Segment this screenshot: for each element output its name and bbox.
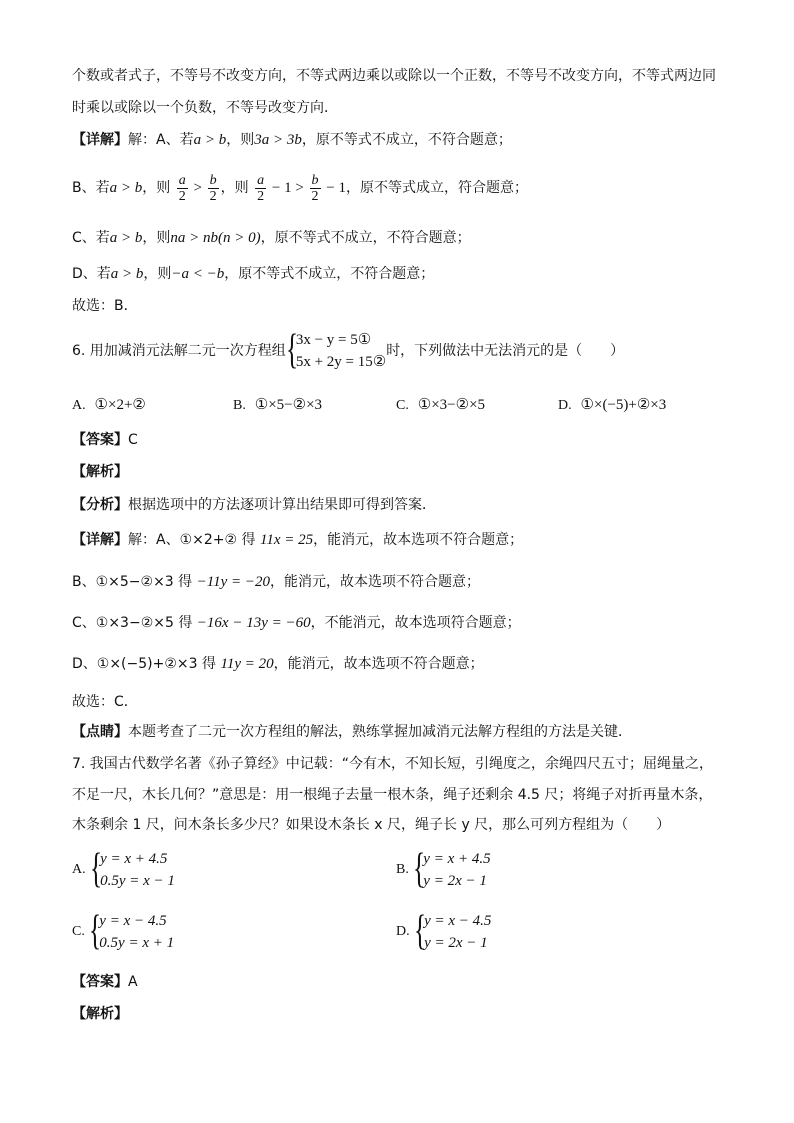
denominator: 2	[178, 188, 186, 204]
equation-system	[90, 848, 175, 892]
option-label: B.	[233, 398, 246, 413]
option-label: C.	[396, 398, 409, 413]
option-label: A.	[72, 862, 86, 877]
q6-detail-4	[72, 654, 734, 674]
q7-option-a	[72, 848, 175, 892]
q5-detail-c	[72, 228, 734, 248]
option-label: A.	[72, 398, 86, 413]
equation-1: y = x − 4.5	[424, 913, 492, 929]
q5-choose: 故选：B．	[72, 298, 138, 314]
q6-detail-1	[72, 530, 734, 550]
equation-2: y = 2x − 1	[424, 935, 488, 951]
equation-2: 5x + 2y = 15②	[295, 354, 387, 370]
brace-icon: {	[89, 908, 102, 954]
option-label: D.	[558, 398, 572, 413]
text: C、若	[72, 230, 110, 246]
math: − 1 >	[268, 180, 308, 196]
intro-line-1: 个数或者式子，不等号不改变方向，不等式两边乘以或除以一个正数，不等号不改变方向，不等式两边同	[72, 68, 716, 84]
text: 本题考查了二元一次方程组的解法，熟练掌握加减消元法解方程组的方法是关键．	[128, 724, 632, 740]
q7-option-c	[72, 910, 174, 954]
q6-option-a	[72, 395, 146, 414]
equation-1: y = x + 4.5	[100, 851, 168, 867]
numerator: a	[257, 172, 265, 188]
q6-choose: 故选：C．	[72, 694, 138, 710]
text: ，则	[226, 132, 255, 148]
text: ，原不等式不成立，不符合题意；	[301, 132, 512, 148]
text: ，能消元，故本选项不符合题意；	[270, 574, 481, 590]
q7-option-d	[396, 910, 491, 954]
math: −11y = −20	[196, 574, 271, 590]
math: 11x = 25	[259, 532, 314, 548]
math: a > b	[109, 230, 143, 246]
equation-2: 0.5y = x − 1	[100, 873, 175, 889]
q5-detail-a	[72, 130, 734, 150]
option-expr: ①×2+②	[94, 397, 146, 413]
text: C、①×3−②×5 得	[72, 615, 197, 631]
text: 时，下列做法中无法消元的是（ ）	[386, 343, 625, 359]
text: D、①×(−5)+②×3 得	[72, 656, 221, 672]
q6-comment	[72, 722, 734, 742]
q6-option-c	[396, 395, 485, 414]
fraction-a-over-2	[255, 173, 266, 204]
detail-tag: 【详解】	[72, 532, 128, 548]
fraction-b-over-2	[310, 173, 321, 204]
option-label: B.	[396, 862, 409, 877]
equation-1: y = x − 4.5	[99, 913, 167, 929]
brace-icon: {	[90, 846, 103, 892]
q7-stem-line-1: 7. 我国古代数学名著《孙子算经》中记载：“今有木，不知长短，引绳度之，余绳四尺五寸；屈绳量之，	[72, 756, 714, 772]
equation-1: 3x − y = 5①	[295, 332, 372, 348]
text: ，原不等式不成立，不符合题意；	[260, 230, 471, 246]
q6-detail-3	[72, 613, 734, 633]
q6-detail-2	[72, 572, 734, 592]
analyze-tag: 【分析】	[72, 497, 128, 513]
answer-tag: 【答案】	[72, 974, 128, 990]
text: ，则	[143, 266, 172, 282]
q6-analysis-tag: 【解析】	[72, 464, 128, 480]
text: D、若	[72, 266, 111, 282]
equation-system	[286, 329, 386, 373]
math: a > b	[110, 266, 144, 282]
answer-value: A	[128, 974, 138, 990]
math: −16x − 13y = −60	[196, 615, 311, 631]
comment-tag: 【点睛】	[72, 724, 128, 740]
q6-analyze	[72, 495, 734, 515]
q6-stem	[72, 328, 734, 374]
option-expr: ①×3−②×5	[417, 397, 486, 413]
option-label: C.	[72, 924, 85, 939]
text: ，能消元，故本选项不符合题意；	[313, 532, 524, 548]
option-label: D.	[396, 924, 410, 939]
text: 解：A、①×2+② 得	[128, 532, 260, 548]
text: ，原不等式不成立，不符合题意；	[224, 266, 435, 282]
math: a > b	[193, 132, 227, 148]
math: >	[189, 180, 206, 196]
text: ，能消元，故本选项不符合题意；	[273, 656, 484, 672]
math: na > nb(n > 0)	[170, 230, 261, 246]
q5-detail-d	[72, 264, 734, 284]
q6-option-b	[233, 395, 322, 414]
equation-system	[413, 848, 490, 892]
q7-option-b	[396, 848, 491, 892]
numerator: a	[178, 172, 186, 188]
intro-line-2: 时乘以或除以一个负数，不等号改变方向．	[72, 100, 338, 116]
text: ，原不等式成立，符合题意；	[346, 180, 528, 196]
text: 6. 用加减消元法解二元一次方程组	[72, 343, 286, 359]
denominator: 2	[257, 188, 265, 204]
equation-2: 0.5y = x + 1	[99, 935, 175, 951]
fraction-b-over-2	[208, 173, 219, 204]
text: ，则	[220, 180, 249, 196]
numerator: b	[209, 172, 217, 188]
text: ，则	[142, 180, 171, 196]
option-expr: ①×(−5)+②×3	[580, 397, 667, 413]
equation-system	[414, 910, 491, 954]
math: −a < −b	[171, 266, 225, 282]
math: 3a > 3b	[254, 132, 302, 148]
text: 解：A、若	[128, 132, 194, 148]
q7-analysis-tag: 【解析】	[72, 1006, 128, 1022]
q7-stem-line-3: 木条剩余 1 尺，问木条长多少尺？如果设木条长 x 尺，绳子长 y 尺，那么可列方程组为（ ）	[72, 817, 671, 833]
option-expr: ①×5−②×3	[254, 397, 323, 413]
equation-1: y = x + 4.5	[423, 851, 491, 867]
brace-icon: {	[413, 846, 426, 892]
equation-system	[89, 910, 174, 954]
math: − 1	[322, 180, 346, 196]
q7-stem-line-2: 不足一尺，木长几何？”意思是：用一根绳子去量一根木条，绳子还剩余 4.5 尺；将绳子对折再量木条，	[72, 787, 713, 803]
equation-2: y = 2x − 1	[423, 873, 487, 889]
text: 根据选项中的方法逐项计算出结果即可得到答案．	[128, 497, 436, 513]
text: ，则	[142, 230, 171, 246]
math: a > b	[109, 180, 143, 196]
q7-answer	[72, 972, 734, 992]
denominator: 2	[209, 188, 217, 204]
numerator: b	[311, 172, 319, 188]
q5-detail-b	[72, 172, 734, 204]
denominator: 2	[311, 188, 319, 204]
detail-tag: 【详解】	[72, 132, 128, 148]
fraction-a-over-2	[177, 173, 188, 204]
brace-icon: {	[414, 908, 427, 954]
text: B、若	[72, 180, 110, 196]
text: ，不能消元，故本选项符合题意；	[310, 615, 521, 631]
q6-answer	[72, 430, 734, 450]
answer-tag: 【答案】	[72, 432, 128, 448]
text: B、①×5−②×3 得	[72, 574, 197, 590]
math: 11y = 20	[220, 656, 274, 672]
answer-value: C	[128, 432, 138, 448]
q6-option-d	[558, 395, 666, 414]
brace-icon: {	[285, 327, 298, 373]
